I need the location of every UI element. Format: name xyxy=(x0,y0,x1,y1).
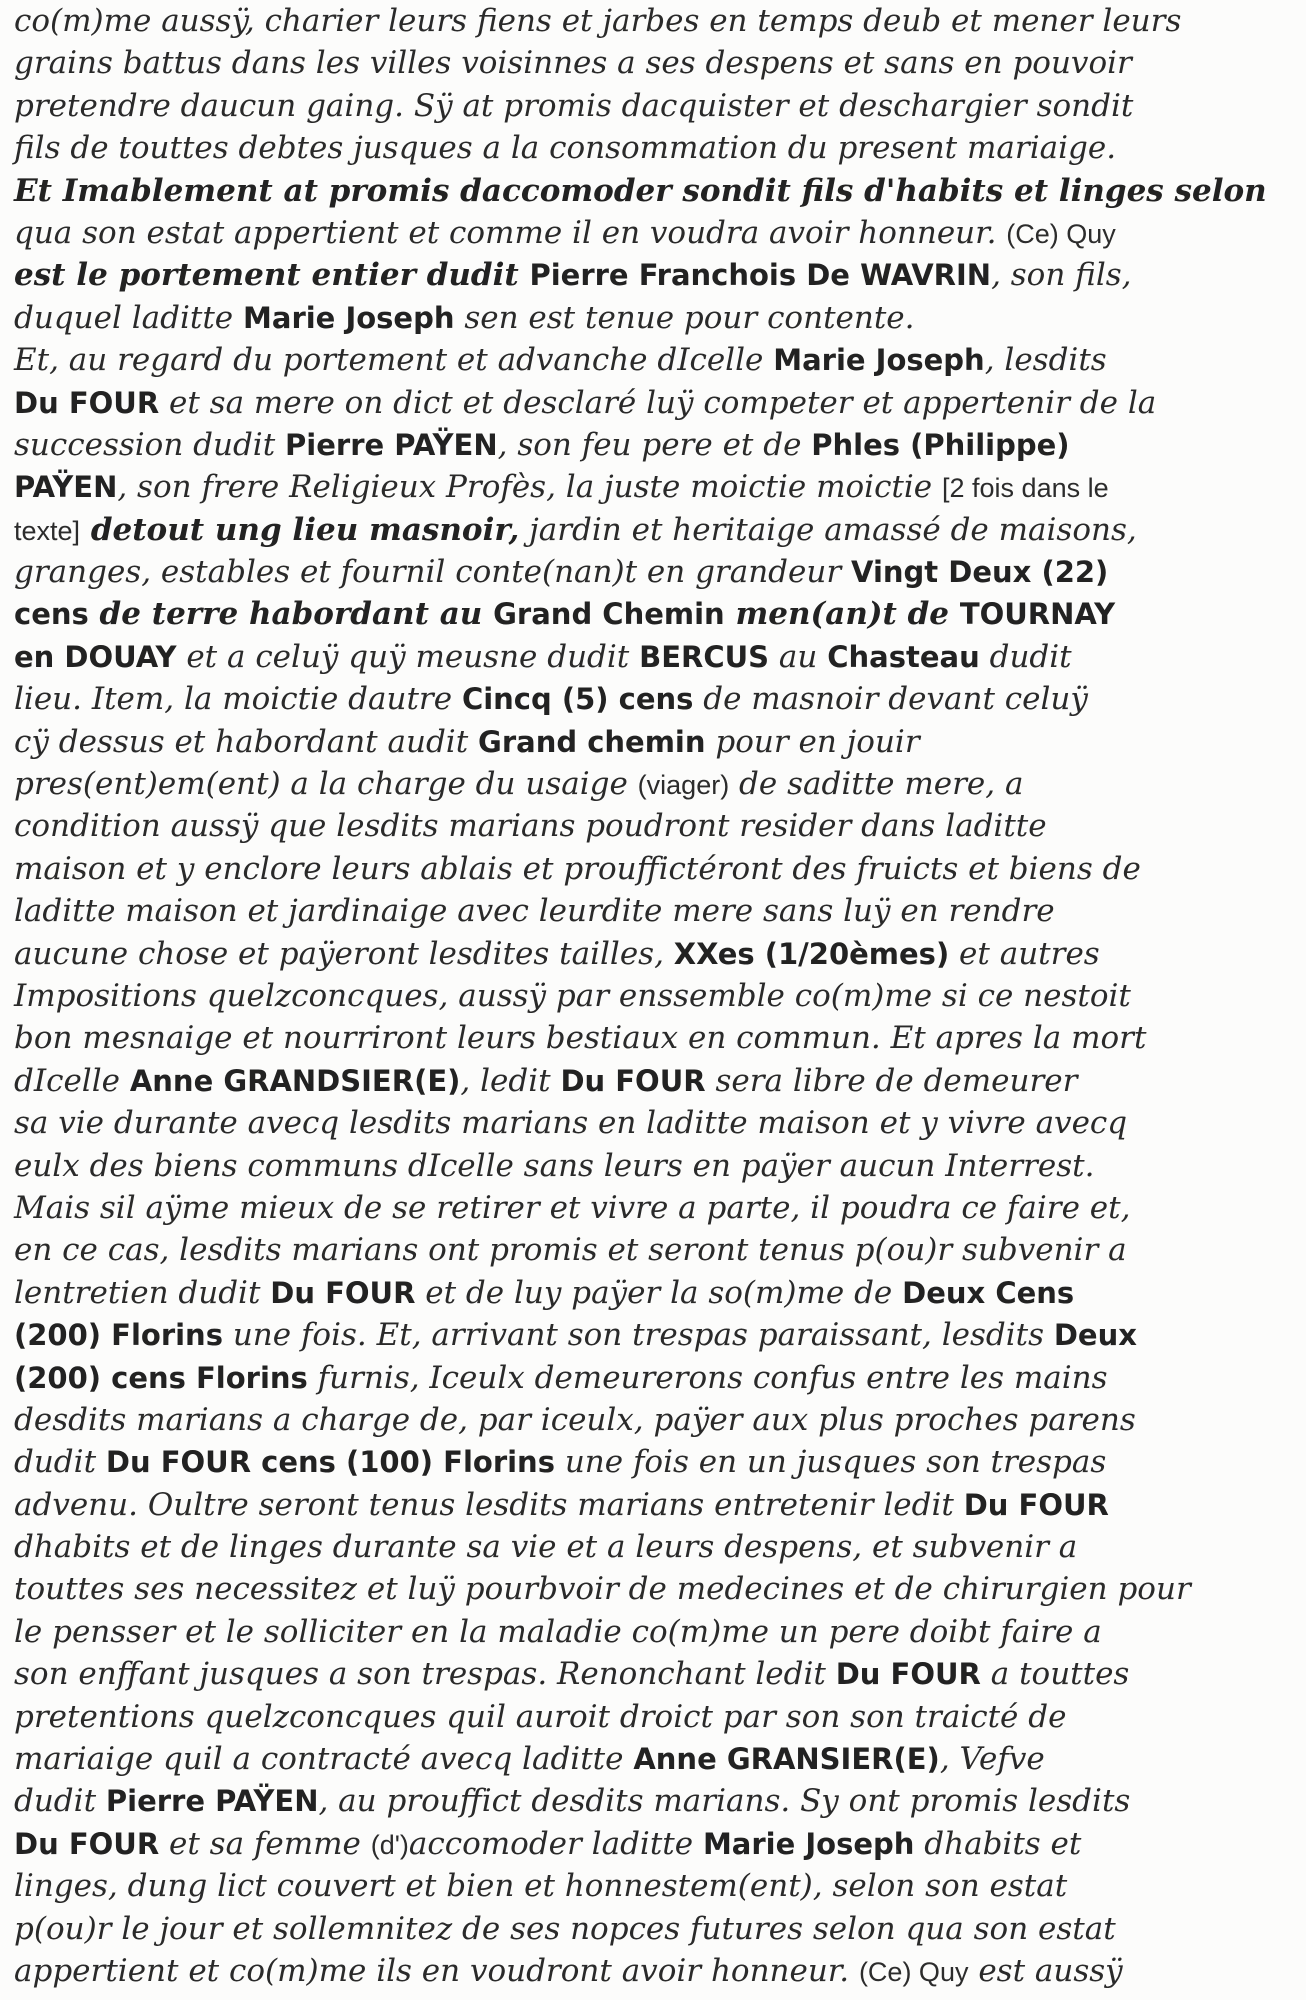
editorial-note: (d') xyxy=(370,1829,409,1860)
highlighted-name: Du FOUR xyxy=(963,1487,1109,1522)
highlighted-name: Du FOUR xyxy=(560,1063,706,1098)
script-text: dudit xyxy=(979,638,1072,675)
editorial-note: (viager) xyxy=(637,770,730,801)
text-line xyxy=(14,339,1290,381)
script-text: pretentions quelzconcques quil auroit droict par son son traicté de xyxy=(14,1698,1067,1735)
text-line xyxy=(14,678,1290,720)
script-text: granges, estables et fournil conte(nan)t en grandeur xyxy=(14,554,852,591)
script-text: accomoder laditte xyxy=(408,1825,703,1862)
script-text: grains battus dans les villes voisinnes a ses despens et sans en pouvoir xyxy=(14,45,1132,82)
script-text: pres(ent)em(ent) a la charge du usaige xyxy=(14,766,638,803)
text-line xyxy=(14,1314,1290,1356)
text-line xyxy=(14,1865,1290,1907)
text-line xyxy=(14,763,1290,805)
text-line xyxy=(14,721,1290,763)
script-text: bon mesnaige et nourriront leurs bestiaux en commun. Et apres la mort xyxy=(14,1020,1147,1057)
editorial-note: (Ce) Quy xyxy=(1006,218,1116,249)
script-text: le pensser et le solliciter en la maladie co(m)me un pere doibt faire a xyxy=(14,1613,1102,1650)
text-line xyxy=(14,1060,1290,1102)
script-text: maison et y enclore leurs ablais et prouffictéront des fruicts et biens de xyxy=(14,850,1141,887)
script-text: furnis, Iceulx demeurerons confus entre les mains xyxy=(307,1359,1108,1396)
text-line xyxy=(14,424,1290,466)
script-text: une fois en un jusques son trespas xyxy=(554,1444,1107,1481)
script-text: , son frere Religieux Profès, la juste moictie moictie xyxy=(117,469,943,506)
text-line xyxy=(14,1823,1290,1865)
highlighted-name: en DOUAY xyxy=(14,639,177,674)
emphasized-text: est le portement entier dudit xyxy=(14,257,530,294)
editorial-note: (Ce) Quy xyxy=(858,1956,969,1987)
text-line xyxy=(14,1908,1290,1950)
emphasized-text: Et Imablement at promis daccomoder sondit fils d'habits et linges selon xyxy=(14,172,1267,209)
highlighted-name: (200) cens Florins xyxy=(14,1360,308,1395)
highlighted-name: Pierre PAŸEN xyxy=(285,427,498,462)
script-text: appertient et co(m)me ils en voudront avoir honneur. xyxy=(14,1952,859,1989)
highlighted-name: Chasteau xyxy=(827,639,980,674)
highlighted-name: Du FOUR cens (100) Florins xyxy=(105,1445,555,1480)
text-line xyxy=(14,1526,1290,1568)
script-text: au xyxy=(769,638,828,675)
highlighted-name: Grand chemin xyxy=(478,724,706,759)
script-text: et sa femme xyxy=(159,1825,371,1862)
highlighted-name: Anne GRANSIER(E) xyxy=(633,1742,940,1777)
script-text: pour en jouir xyxy=(705,723,920,760)
script-text: et a celuÿ quÿ meusne dudit xyxy=(176,638,640,675)
script-text: dudit xyxy=(14,1783,106,1820)
script-text: sa vie durante avecq lesdits marians en laditte maison et y vivre avecq xyxy=(14,1105,1128,1142)
script-text: linges, dung lict couvert et bien et honnestem(ent), selon son estat xyxy=(14,1868,1068,1905)
highlighted-name: Pierre PAŸEN xyxy=(105,1784,319,1819)
script-text: mariaige quil a contracté avecq laditte xyxy=(14,1741,634,1778)
editorial-note: texte] xyxy=(14,515,81,546)
text-line xyxy=(14,890,1290,932)
text-line xyxy=(14,1229,1290,1271)
highlighted-name: Marie Joseph xyxy=(243,300,455,335)
text-line xyxy=(14,0,1290,42)
text-line xyxy=(14,1568,1290,1610)
highlighted-name: Vingt Deux (22) xyxy=(851,555,1109,590)
script-text: , son fils, xyxy=(991,257,1132,294)
highlighted-name: Deux Cens xyxy=(902,1275,1075,1310)
text-line xyxy=(14,212,1290,254)
script-text: , Vefve xyxy=(939,1741,1045,1778)
text-line xyxy=(14,975,1290,1017)
text-line xyxy=(14,297,1290,339)
script-text: lentretien dudit xyxy=(14,1274,271,1311)
script-text: de masnoir devant celuÿ xyxy=(693,681,1088,718)
script-text: duquel laditte xyxy=(14,299,244,336)
highlighted-name: PAŸEN xyxy=(14,470,118,505)
script-text: , lesdits xyxy=(984,342,1107,379)
script-text: son enffant jusques a son trespas. Renonchant ledit xyxy=(14,1656,836,1693)
script-text: condition aussÿ que lesdits marians poudront resider dans laditte xyxy=(14,808,1047,845)
emphasized-text: de terre habordant au xyxy=(88,596,494,633)
highlighted-name: Pierre Franchois De WAVRIN xyxy=(529,258,992,293)
emphasized-text: men(an)t de xyxy=(724,596,960,633)
script-text: co(m)me aussÿ, charier leurs fiens et jarbes en temps deub et mener leurs xyxy=(14,3,1182,39)
text-line xyxy=(14,1017,1290,1059)
script-text: dhabits et xyxy=(914,1825,1082,1862)
highlighted-name: XXes (1/20èmes) xyxy=(673,936,950,971)
script-text: une fois. Et, arrivant son trespas paraissant, lesdits xyxy=(222,1317,1054,1354)
text-line xyxy=(14,85,1290,127)
text-line xyxy=(14,933,1290,975)
script-text: Mais sil aÿme mieux de se retirer et vivre a parte, il poudra ce faire et, xyxy=(14,1189,1131,1226)
script-text: dhabits et de linges durante sa vie et a leurs despens, et subvenir a xyxy=(14,1529,1078,1566)
script-text: de saditte mere, a xyxy=(729,766,1024,803)
script-text: Impositions quelzconcques, aussÿ par enssemble co(m)me si ce nestoit xyxy=(14,977,1131,1014)
script-text: cÿ dessus et habordant audit xyxy=(14,723,479,760)
text-line xyxy=(14,1484,1290,1526)
highlighted-name: cens xyxy=(14,597,89,632)
script-text: qua son estat appertient et comme il en voudra avoir honneur. xyxy=(14,214,1007,251)
highlighted-name: Grand Chemin xyxy=(493,597,725,632)
script-text: et de luy paÿer la so(m)me de xyxy=(415,1274,903,1311)
text-line xyxy=(14,593,1290,635)
script-text: , ledit xyxy=(460,1062,561,1099)
text-line xyxy=(14,509,1290,551)
text-line xyxy=(14,1441,1290,1483)
highlighted-name: Marie Joseph xyxy=(702,1826,915,1861)
script-text: sera libre de demeurer xyxy=(705,1062,1078,1099)
script-text: et sa mere on dict et desclaré luÿ competer et appertenir de la xyxy=(159,384,1157,421)
script-text: sen est tenue pour contente. xyxy=(454,299,915,336)
script-text: dIcelle xyxy=(14,1062,130,1099)
highlighted-name: (200) Florins xyxy=(14,1318,223,1353)
script-text: succession dudit xyxy=(14,426,286,463)
script-text: fils de touttes debtes jusques a la consommation du present mariaige. xyxy=(14,130,1117,167)
text-line xyxy=(14,848,1290,890)
highlighted-name: Marie Joseph xyxy=(773,343,985,378)
editorial-note: [2 fois dans le xyxy=(942,473,1109,504)
text-line xyxy=(14,42,1290,84)
script-text: a touttes xyxy=(980,1656,1130,1693)
text-line xyxy=(14,1653,1290,1695)
script-text: touttes ses necessitez et luÿ pourbvoir de medecines et de chirurgien pour xyxy=(14,1571,1191,1608)
highlighted-name: Du FOUR xyxy=(270,1275,416,1310)
script-text: , au prouffict desdits marians. Sy ont promis lesdits xyxy=(318,1783,1131,1820)
text-line xyxy=(14,382,1290,424)
text-line xyxy=(14,127,1290,169)
transcription-body xyxy=(14,0,1290,1992)
text-line xyxy=(14,551,1290,593)
text-line xyxy=(14,170,1290,212)
text-line xyxy=(14,1696,1290,1738)
script-text: desdits marians a charge de, par iceulx, paÿer aux plus proches parens xyxy=(14,1401,1136,1438)
highlighted-name: Phles (Philippe) xyxy=(811,427,1070,462)
text-line xyxy=(14,1780,1290,1822)
highlighted-name: Du FOUR xyxy=(14,385,160,420)
script-text: pretendre daucun gaing. Sÿ at promis dacquister et deschargier sondit xyxy=(14,87,1134,124)
text-line xyxy=(14,1611,1290,1653)
highlighted-name: Deux xyxy=(1053,1318,1137,1353)
script-text: eulx des biens communs dIcelle sans leurs en paÿer aucun Interrest. xyxy=(14,1147,1095,1184)
text-line xyxy=(14,466,1290,508)
script-text: aucune chose et paÿeront lesdites tailles, xyxy=(14,935,674,972)
text-line xyxy=(14,1399,1290,1441)
text-line xyxy=(14,1187,1290,1229)
script-text: laditte maison et jardinaige avec leurdite mere sans luÿ en rendre xyxy=(14,893,1055,930)
text-line xyxy=(14,1272,1290,1314)
text-line xyxy=(14,1145,1290,1187)
text-line xyxy=(14,805,1290,847)
text-line xyxy=(14,1102,1290,1144)
highlighted-name: TOURNAY xyxy=(959,597,1116,632)
text-line xyxy=(14,254,1290,296)
text-line xyxy=(14,1738,1290,1780)
script-text: est aussÿ xyxy=(968,1952,1123,1989)
highlighted-name: Anne GRANDSIER(E) xyxy=(129,1063,461,1098)
script-text: en ce cas, lesdits marians ont promis et seront tenus p(ou)r subvenir a xyxy=(14,1232,1127,1269)
text-line xyxy=(14,636,1290,678)
highlighted-name: Du FOUR xyxy=(14,1826,160,1861)
script-text: Et, au regard du portement et advanche dIcelle xyxy=(14,342,774,379)
highlighted-name: Cincq (5) cens xyxy=(461,682,694,717)
highlighted-name: BERCUS xyxy=(639,639,770,674)
script-text: p(ou)r le jour et sollemnitez de ses nopces futures selon qua son estat xyxy=(14,1910,1116,1947)
script-text: lieu. Item, la moictie dautre xyxy=(14,681,462,718)
script-text: advenu. Oultre seront tenus lesdits marians entretenir ledit xyxy=(14,1486,964,1523)
text-line xyxy=(14,1950,1290,1992)
script-text: jardin et heritaige amassé de maisons, xyxy=(519,511,1137,548)
emphasized-text: detout ung lieu masnoir, xyxy=(80,511,520,548)
script-text: dudit xyxy=(14,1444,106,1481)
highlighted-name: Du FOUR xyxy=(835,1657,981,1692)
script-text: et autres xyxy=(949,935,1100,972)
text-line xyxy=(14,1357,1290,1399)
script-text: , son feu pere et de xyxy=(497,426,812,463)
